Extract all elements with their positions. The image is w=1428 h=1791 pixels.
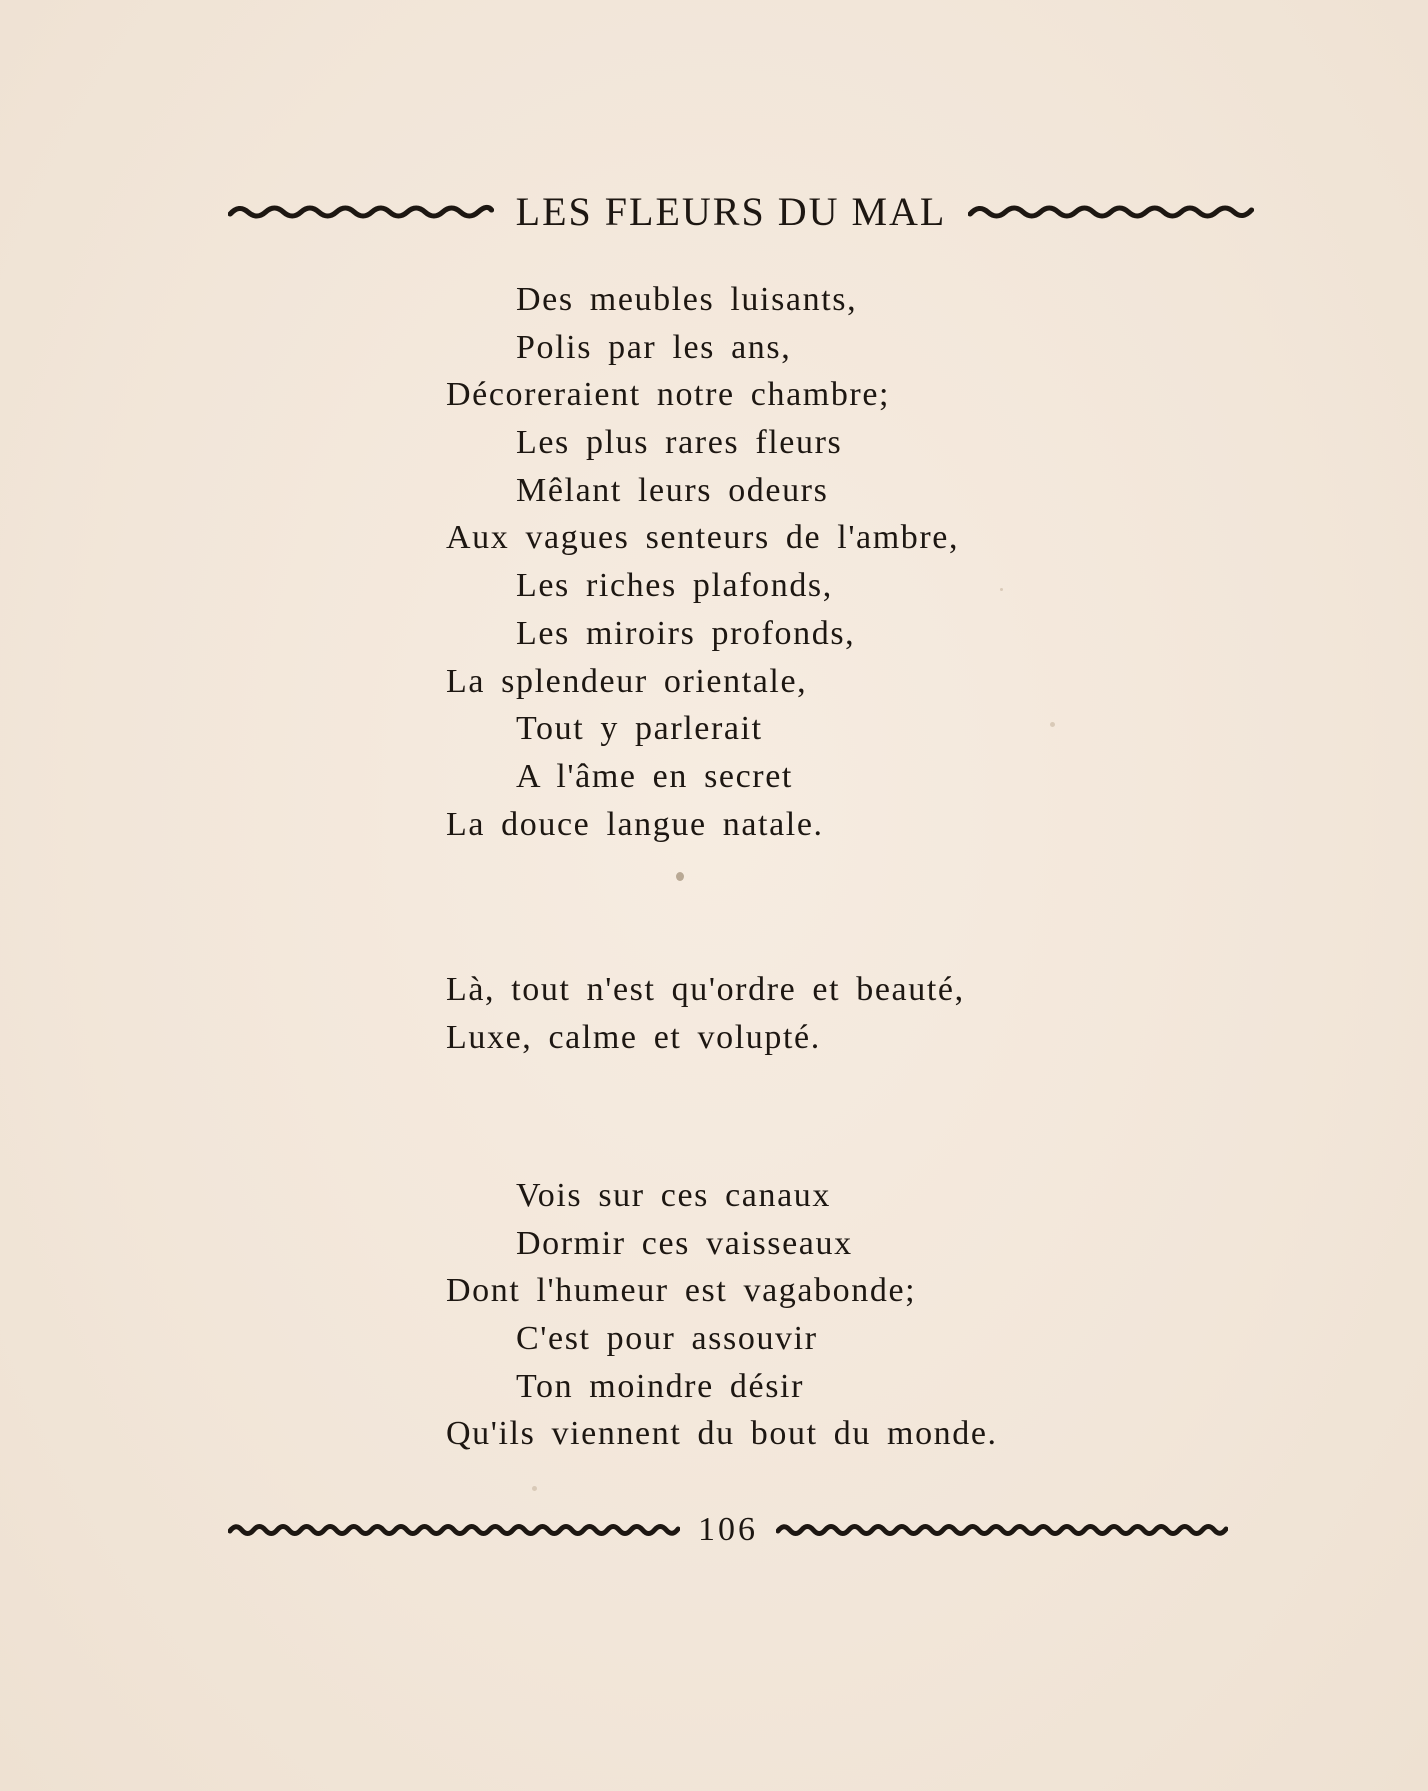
poem-line: Qu'ils viennent du bout du monde.	[446, 1415, 998, 1453]
ink-speck	[676, 872, 684, 881]
poem-line: Vois sur ces canaux	[516, 1177, 831, 1214]
poem-line: Dont l'humeur est vagabonde;	[446, 1272, 917, 1310]
poem-line: Les miroirs profonds,	[516, 614, 856, 652]
poem-line: Ton moindre désir	[516, 1367, 804, 1405]
wave-ornament-right	[968, 202, 1254, 222]
book-title: LES FLEURS DU MAL	[515, 189, 947, 234]
poem-line: Dormir ces vaisseaux	[516, 1224, 853, 1262]
poem-line: C'est pour assouvir	[516, 1320, 818, 1358]
poem-line: Polis par les ans,	[516, 328, 792, 366]
poem-line: Des meubles luisants,	[516, 281, 858, 318]
stanza-three	[446, 1172, 998, 1458]
stanza-one	[446, 276, 1146, 848]
refrain-line: Là, tout n'est qu'ordre et beauté,	[446, 971, 965, 1008]
paper-speck	[1050, 722, 1055, 727]
wave-ornament-footer-right	[776, 1521, 1228, 1539]
refrain-stanza	[446, 966, 965, 1061]
poem-line: La douce langue natale.	[446, 805, 824, 843]
wave-ornament-footer-left	[228, 1521, 680, 1539]
running-footer	[228, 1508, 1228, 1552]
poem-line: A l'âme en secret	[516, 757, 793, 795]
wave-ornament-left	[228, 202, 494, 222]
poem-line: Les plus rares fleurs	[516, 424, 843, 462]
refrain-line: Luxe, calme et volupté.	[446, 1018, 821, 1056]
paper-speck	[1000, 588, 1003, 591]
poem-line: Décoreraient notre chambre;	[446, 376, 891, 414]
paper-speck	[532, 1486, 537, 1491]
poem-line: Mêlant leurs odeurs	[516, 471, 829, 509]
running-header	[228, 188, 1254, 236]
poem-line: Aux vagues senteurs de l'ambre,	[446, 519, 960, 557]
page-number: 106	[698, 1511, 758, 1548]
poem-line: Tout y parlerait	[516, 710, 763, 748]
poem-line: La splendeur orientale,	[446, 662, 808, 700]
poem-line: Les riches plafonds,	[516, 567, 833, 605]
